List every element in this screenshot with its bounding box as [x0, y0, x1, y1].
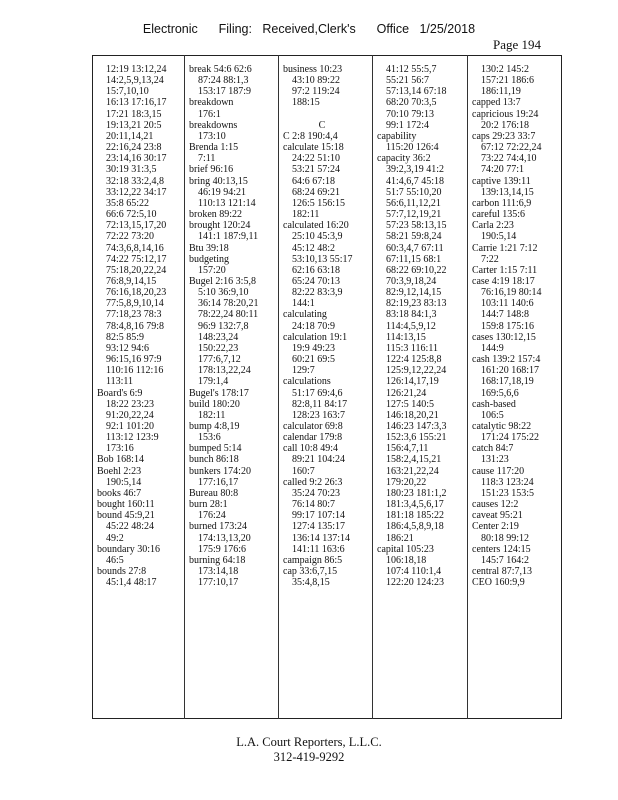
index-entry-cont: 20:2 176:18 — [481, 119, 530, 131]
index-entry-cont: 173:10 — [198, 130, 226, 142]
electronic-filing-stamp: Electronic Filing: Received,Clerk's Office 1/25/2018 — [142, 22, 476, 36]
index-entry-cont: 75:18,20,22,24 — [106, 264, 167, 276]
index-entry-cont: 16:13 17:16,17 — [106, 97, 167, 109]
index-entry-cont: 144:7 148:8 — [481, 309, 530, 321]
index-entry-cont: 14:2,5,9,13,24 — [106, 75, 164, 87]
index-entry-cont: 190:5,14 — [106, 476, 142, 488]
index-entry: catalytic 98:22 — [472, 421, 532, 432]
index-entry-cont: 169:5,6,6 — [481, 387, 519, 399]
index-entry-cont: 148:23,24 — [198, 331, 239, 343]
index-entry-cont: 153:6 — [198, 432, 221, 444]
index-entry-cont: 35:4,8,15 — [292, 577, 330, 589]
index-entry-cont: 35:8 65:22 — [106, 197, 150, 209]
index-entry-cont: 126:14,17,19 — [386, 376, 439, 388]
index-entry: capped 13:7 — [472, 97, 521, 109]
index-entry-cont: 113:11 — [106, 376, 134, 388]
index-entry-cont: 161:20 168:17 — [481, 365, 540, 377]
index-entry-cont: 115:3 116:11 — [386, 342, 438, 354]
index-entry-cont: 64:6 67:18 — [292, 175, 336, 187]
index-entry-cont: 126:5 156:15 — [292, 197, 346, 209]
index-entry-cont: 136:14 137:14 — [292, 532, 351, 544]
index-entry-cont: 181:18 185:22 — [386, 510, 445, 522]
index-entry-cont: 82:22 83:3,9 — [292, 287, 343, 299]
index-entry-cont: 92:1 101:20 — [106, 421, 155, 432]
index-entry-cont: 122:4 125:8,8 — [386, 354, 442, 366]
index-entry: break 54:6 62:6 — [189, 64, 252, 75]
index-entry: Bureau 80:8 — [189, 487, 239, 499]
index-entry-cont: 57:7,12,19,21 — [386, 209, 442, 221]
index-column-3 — [283, 64, 375, 588]
index-entry-cont: 17:21 18:3,15 — [106, 108, 162, 120]
index-entry-cont: 76:16,18,20,23 — [106, 287, 167, 299]
index-entry: Brenda 1:15 — [189, 142, 239, 154]
index-entry-cont: 49:2 — [106, 532, 124, 544]
index-entry-cont: 126:21,24 — [386, 387, 427, 399]
footer-phone: 312-419-9292 — [273, 750, 345, 764]
index-entry: capacity 36:2 — [377, 153, 431, 165]
index-entry: case 4:19 18:17 — [472, 275, 535, 287]
index-entry-cont: 177:10,17 — [198, 577, 239, 589]
index-entry-cont: 45:22 48:24 — [106, 521, 155, 533]
index-entry-cont: 36:14 78:20,21 — [198, 298, 259, 310]
index-entry: build 180:20 — [189, 398, 240, 410]
index-entry: caps 29:23 33:7 — [472, 130, 536, 142]
index-entry-cont: 77:5,8,9,10,14 — [106, 298, 164, 310]
index-entry-cont: 73:22 74:4,10 — [481, 153, 537, 165]
index-entry-cont: 12:19 13:12,24 — [106, 64, 167, 75]
index-entry: books 46:7 — [97, 487, 142, 499]
index-entry-cont: 57:13,14 67:18 — [386, 86, 447, 98]
index-entry-cont: 77:18,23 78:3 — [106, 309, 162, 321]
index-entry: cash 139:2 157:4 — [472, 354, 541, 366]
index-entry-cont: 51:7 55:10,20 — [386, 186, 442, 198]
index-entry-cont: 33:12,22 34:17 — [106, 186, 167, 198]
index-entry-cont: 7:11 — [198, 153, 216, 165]
index-entry-cont: 179:20,22 — [386, 476, 427, 488]
index-entry: caveat 95:21 — [472, 510, 523, 522]
index-entry-cont: 57:23 58:13,15 — [386, 220, 447, 232]
index-entry-cont: 107:4 110:1,4 — [386, 566, 442, 578]
index-entry-cont: 151:23 153:5 — [481, 487, 535, 499]
index-entry-cont: 158:2,4,15,21 — [386, 454, 442, 466]
index-entry: Bugel 2:16 3:5,8 — [189, 275, 256, 287]
index-entry: careful 135:6 — [472, 209, 526, 221]
index-entry-cont: 182:11 — [198, 409, 226, 421]
index-entry: business 10:23 — [283, 64, 343, 75]
index-entry-cont: 87:24 88:1,3 — [198, 75, 249, 87]
index-entry: Btu 39:18 — [189, 242, 229, 254]
index-entry-cont: 70:3,9,18,24 — [386, 275, 437, 287]
index-entry-cont: 110:16 112:16 — [106, 365, 164, 377]
index-entry-cont: 18:22 23:23 — [106, 398, 155, 410]
index-entry: bought 160:11 — [97, 499, 155, 511]
index-entry: call 10:8 49:4 — [283, 443, 338, 455]
index-entry-cont: 19:13,21 20:5 — [106, 119, 162, 131]
index-entry: C 2:8 190:4,4 — [283, 130, 338, 142]
index-entry-cont: 65:24 70:13 — [292, 275, 341, 287]
index-entry: calculating — [283, 309, 327, 321]
index-entry-cont: 24:18 70:9 — [292, 320, 336, 332]
index-entry: capability — [377, 130, 417, 142]
index-entry-cont: 178:13,22,24 — [198, 365, 251, 377]
index-entry-cont: 141:11 163:6 — [292, 543, 345, 555]
index-entry-cont: 114:13,15 — [386, 331, 426, 343]
index-entry-cont: 30:19 31:3,5 — [106, 164, 157, 176]
index-entry-cont: 128:23 163:7 — [292, 409, 346, 421]
index-entry-cont: 129:7 — [292, 365, 315, 377]
index-entry: carbon 111:6,9 — [472, 197, 532, 209]
index-entry-cont: 127:4 135:17 — [292, 521, 346, 533]
index-entry: cause 117:20 — [472, 465, 525, 477]
index-entry-cont: 72:13,15,17,20 — [106, 220, 167, 232]
index-entry-cont: 93:12 94:6 — [106, 342, 150, 354]
index-entry-cont: 141:1 187:9,11 — [198, 231, 259, 243]
page-number: Page 194 — [493, 37, 542, 52]
index-entry-cont: 53:21 57:24 — [292, 164, 341, 176]
index-entry-cont: 46:5 — [106, 554, 124, 566]
index-entry-cont: 99:1 172:4 — [386, 119, 430, 131]
index-entry: calculate 15:18 — [283, 142, 344, 154]
index-entry-cont: 127:5 140:5 — [386, 398, 435, 410]
index-entry: calculated 16:20 — [283, 220, 349, 232]
index-column-5 — [472, 64, 564, 588]
index-entry-cont: 173:14,18 — [198, 566, 239, 578]
index-entry: bounds 27:8 — [97, 566, 147, 578]
index-entry-cont: 76:16,19 80:14 — [481, 287, 542, 299]
index-entry-cont: 89:21 104:24 — [292, 454, 346, 466]
index-entry-cont: 35:24 70:23 — [292, 487, 341, 499]
index-entry-cont: 125:9,12,22,24 — [386, 365, 447, 377]
index-entry-cont: 74:20 77:1 — [481, 164, 525, 176]
index-entry: calculations — [283, 376, 331, 388]
index-entry: cap 33:6,7,15 — [283, 566, 338, 578]
index-entry-cont: 160:7 — [292, 465, 315, 477]
index-entry-cont: 32:18 33:2,4,8 — [106, 175, 165, 187]
index-entry: breakdown — [189, 97, 234, 109]
index-entry-cont: 144:9 — [481, 342, 504, 354]
index-entry-cont: 176:24 — [198, 510, 226, 522]
index-entry: bring 40:13,15 — [189, 175, 248, 187]
index-entry-cont: 177:16,17 — [198, 476, 239, 488]
index-entry-cont: 114:4,5,9,12 — [386, 320, 436, 332]
index-entry-cont: 15:7,10,10 — [106, 86, 149, 98]
index-entry-cont: 68:24 69:21 — [292, 186, 341, 198]
index-entry-cont: 55:21 56:7 — [386, 75, 430, 87]
index-entry: Bugel's 178:17 — [189, 387, 249, 399]
index-entry-cont: 177:6,7,12 — [198, 354, 241, 366]
index-entry: bumped 5:14 — [189, 443, 242, 455]
index-entry-cont: 80:18 99:12 — [481, 532, 530, 544]
index-entry-cont: 19:9 49:23 — [292, 342, 336, 354]
index-entry-cont: 78:4,8,16 79:8 — [106, 320, 165, 332]
index-entry-cont: 179:1,4 — [198, 376, 229, 388]
index-entry: breakdowns — [189, 119, 238, 131]
index-entry: budgeting — [189, 253, 229, 265]
index-entry: capricious 19:24 — [472, 108, 539, 120]
index-entry-cont: 70:10 79:13 — [386, 108, 435, 120]
index-column-4 — [377, 64, 469, 588]
index-entry-cont: 76:14 80:7 — [292, 499, 336, 511]
index-entry-cont: 22:16,24 23:8 — [106, 142, 162, 154]
index-entry-cont: 82:9,12,14,15 — [386, 287, 442, 299]
index-entry: bunch 86:18 — [189, 454, 239, 466]
index-entry: burned 173:24 — [189, 521, 248, 533]
footer-company: L.A. Court Reporters, L.L.C. — [236, 735, 382, 749]
index-entry-cont: 157:21 186:6 — [481, 75, 535, 87]
index-entry-cont: 67:11,15 68:1 — [386, 253, 442, 265]
index-entry: Board's 6:9 — [97, 387, 143, 399]
index-entry-cont: 106:5 — [481, 409, 504, 421]
index-entry: Carter 1:15 7:11 — [472, 264, 538, 276]
index-entry-cont: 130:2 145:2 — [481, 64, 530, 75]
index-entry-cont: 43:10 89:22 — [292, 75, 341, 87]
index-entry-cont: 171:24 175:22 — [481, 432, 540, 444]
index-entry: Carla 2:23 — [472, 220, 514, 232]
index-entry-cont: 106:18,18 — [386, 554, 427, 566]
index-entry-cont: 122:20 124:23 — [386, 577, 445, 589]
index-entry-cont: 41:4,6,7 45:18 — [386, 175, 445, 187]
index-entry: called 9:2 26:3 — [283, 476, 343, 488]
index-column-2 — [189, 64, 281, 588]
index-entry-cont: 25:10 45:3,9 — [292, 231, 343, 243]
index-entry-cont: 72:22 73:20 — [106, 231, 155, 243]
index-entry-cont: 186:21 — [386, 532, 414, 544]
index-entry: catch 84:7 — [472, 443, 514, 455]
index-entry-cont: 45:1,4 48:17 — [106, 577, 157, 589]
index-entry-cont: 139:13,14,15 — [481, 186, 534, 198]
index-entry-cont: 78:22,24 80:11 — [198, 309, 259, 321]
index-entry-cont: 45:12 48:2 — [292, 242, 336, 254]
index-entry-cont: 150:22,23 — [198, 342, 239, 354]
index-entry-cont: 51:17 69:4,6 — [292, 387, 343, 399]
index-entry-cont: 97:2 119:24 — [292, 86, 340, 98]
index-entry: cash-based — [472, 398, 516, 410]
index-entry: calculation 19:1 — [283, 331, 348, 343]
index-entry-cont: 188:15 — [292, 97, 320, 109]
index-entry-cont: 182:11 — [292, 209, 320, 221]
index-entry-cont: 82:19,23 83:13 — [386, 298, 447, 310]
index-entry-cont: 181:3,4,5,6,17 — [386, 499, 444, 511]
index-entry: brief 96:16 — [189, 164, 234, 176]
index-entry-cont: 152:3,6 155:21 — [386, 432, 447, 444]
index-entry-cont: 53:10,13 55:17 — [292, 253, 353, 265]
index-entry-cont: 46:19 94:21 — [198, 186, 247, 198]
index-entry: burning 64:18 — [189, 554, 246, 566]
index-entry-cont: 176:1 — [198, 108, 221, 120]
index-entry-cont: 146:23 147:3,3 — [386, 421, 447, 432]
index-entry: Carrie 1:21 7:12 — [472, 242, 538, 254]
index-entry-cont: 110:13 121:14 — [198, 197, 256, 209]
index-entry-cont: 99:17 107:14 — [292, 510, 346, 522]
index-entry-cont: 159:8 175:16 — [481, 320, 535, 332]
index-entry-cont: 186:4,5,8,9,18 — [386, 521, 444, 533]
index-entry-cont: 66:6 72:5,10 — [106, 209, 157, 221]
index-entry-cont: 5:10 36:9,10 — [198, 287, 249, 299]
index-entry: boundary 30:16 — [97, 543, 161, 555]
index-entry-cont: 74:22 75:12,17 — [106, 253, 167, 265]
index-entry: bound 45:9,21 — [97, 510, 155, 522]
index-entry-cont: 173:16 — [106, 443, 134, 455]
index-entry-cont: 60:3,4,7 67:11 — [386, 242, 444, 254]
index-entry-cont: 145:7 164:2 — [481, 554, 530, 566]
index-entry: campaign 86:5 — [283, 554, 343, 566]
index-entry: calendar 179:8 — [283, 432, 343, 444]
index-entry-cont: 67:12 72:22,24 — [481, 142, 542, 154]
index-entry: brought 120:24 — [189, 220, 251, 232]
index-entry: CEO 160:9,9 — [472, 577, 525, 589]
index-entry-cont: 23:14,16 30:17 — [106, 153, 167, 165]
index-entry-cont: 180:23 181:1,2 — [386, 487, 447, 499]
index-entry-cont: 153:17 187:9 — [198, 86, 252, 98]
index-entry-cont: 157:20 — [198, 264, 226, 276]
index-entry: centers 124:15 — [472, 543, 531, 555]
index-entry: Center 2:19 — [472, 521, 519, 533]
index-entry-cont: 58:21 59:8,24 — [386, 231, 442, 243]
index-column-1 — [97, 64, 189, 588]
index-entry: burn 28:1 — [189, 499, 228, 511]
index-entry-cont: 82:8,11 84:17 — [292, 398, 348, 410]
index-entry-cont: 103:11 140:6 — [481, 298, 534, 310]
index-entry-cont: 131:23 — [481, 454, 509, 466]
section-letter: C — [318, 119, 326, 131]
index-entry-cont: 7:22 — [481, 253, 499, 265]
index-entry-cont: 96:15,16 97:9 — [106, 354, 162, 366]
index-entry: bunkers 174:20 — [189, 465, 251, 477]
index-entry: bump 4:8,19 — [189, 421, 240, 432]
index-entry: captive 139:11 — [472, 175, 531, 187]
index-entry — [283, 109, 375, 120]
index-entry-cont: 190:5,14 — [481, 231, 517, 243]
index-entry-cont: 113:12 123:9 — [106, 432, 159, 444]
index-entry-cont: 60:21 69:5 — [292, 354, 336, 366]
index-entry: central 87:7,13 — [472, 566, 532, 578]
index-entry: cases 130:12,15 — [472, 331, 536, 343]
index-entry-cont: 91:20,22,24 — [106, 409, 154, 421]
index-entry: Bob 168:14 — [97, 454, 144, 466]
index-entry-cont: 186:11,19 — [481, 86, 521, 98]
index-entry-cont: 174:13,13,20 — [198, 532, 251, 544]
index-entry-cont: 56:6,11,12,21 — [386, 197, 441, 209]
index-entry-cont: 62:16 63:18 — [292, 264, 341, 276]
index-entry: capital 105:23 — [377, 543, 434, 555]
index-entry-cont: 163:21,22,24 — [386, 465, 439, 477]
index-entry-cont: 74:3,6,8,14,16 — [106, 242, 164, 254]
index-entry-cont: 146:18,20,21 — [386, 409, 439, 421]
index-entry-cont: 82:5 85:9 — [106, 331, 145, 343]
index-entry-cont: 156:4,7,11 — [386, 443, 429, 455]
index-entry-cont: 41:12 55:5,7 — [386, 64, 437, 75]
index-entry-cont: 24:22 51:10 — [292, 153, 341, 165]
index-entry-cont: 76:8,9,14,15 — [106, 275, 157, 287]
index-entry: calculator 69:8 — [283, 421, 343, 432]
index-entry: broken 89:22 — [189, 209, 243, 221]
index-entry: Boehl 2:23 — [97, 465, 142, 477]
index-entry-cont: 144:1 — [292, 298, 315, 310]
index-entry-cont: 96:9 132:7,8 — [198, 320, 249, 332]
index-entry-cont: 115:20 126:4 — [386, 142, 439, 154]
index-entry-cont: 118:3 123:24 — [481, 476, 534, 488]
index-entry: causes 12:2 — [472, 499, 519, 511]
index-entry-cont: 168:17,18,19 — [481, 376, 534, 388]
index-entry-cont: 68:20 70:3,5 — [386, 97, 437, 109]
index-entry-cont: 20:11,14,21 — [106, 130, 154, 142]
index-entry-cont: 68:22 69:10,22 — [386, 264, 447, 276]
index-entry-cont: 83:18 84:1,3 — [386, 309, 437, 321]
index-entry-cont: 175:9 176:6 — [198, 543, 247, 555]
index-entry-cont: 39:2,3,19 41:2 — [386, 164, 445, 176]
